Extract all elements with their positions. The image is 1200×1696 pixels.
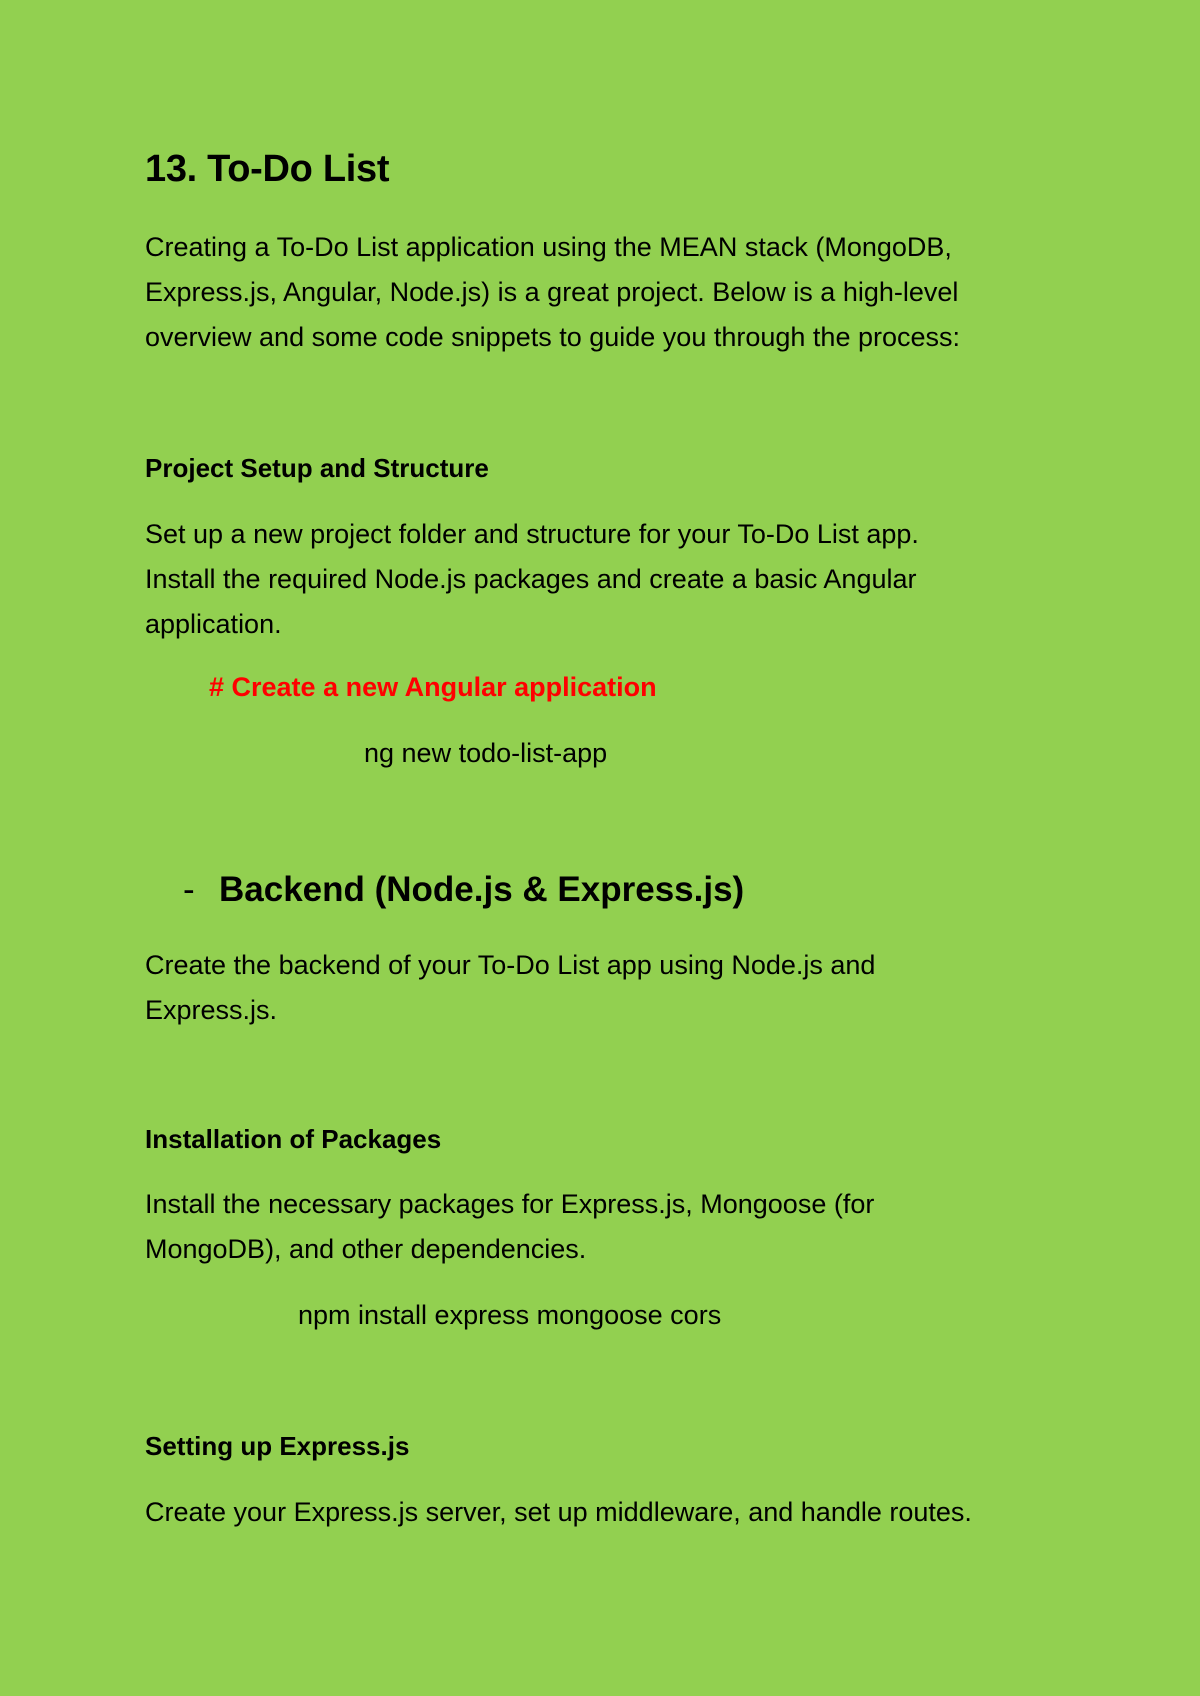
intro-line: overview and some code snippets to guide you through the process: [145, 322, 960, 352]
code-comment: # Create a new Angular application [209, 672, 657, 702]
setup-paragraph [145, 512, 1085, 647]
express-heading: Setting up Express.js [145, 1431, 410, 1461]
express-paragraph [145, 1490, 1085, 1535]
intro-paragraph [145, 225, 1085, 360]
bullet-dash: - [183, 870, 195, 909]
page-title: 13. To-Do List [145, 148, 390, 190]
express-line: Create your Express.js server, set up middleware, and handle routes. [145, 1497, 972, 1527]
setup-line: application. [145, 609, 282, 639]
backend-line: Create the backend of your To-Do List app using Node.js and [145, 950, 876, 980]
setup-line: Install the required Node.js packages and create a basic Angular [145, 564, 917, 594]
backend-line: Express.js. [145, 995, 278, 1025]
packages-paragraph [145, 1182, 1085, 1272]
intro-line: Creating a To-Do List application using the MEAN stack (MongoDB, [145, 232, 952, 262]
setup-line: Set up a new project folder and structure for your To-Do List app. [145, 519, 919, 549]
backend-heading [183, 870, 744, 910]
setup-heading: Project Setup and Structure [145, 453, 489, 483]
code-command-ng-new: ng new todo-list-app [364, 738, 608, 768]
packages-line: MongoDB), and other dependencies. [145, 1234, 587, 1264]
code-command-npm-install: npm install express mongoose cors [298, 1300, 722, 1330]
packages-heading: Installation of Packages [145, 1124, 442, 1154]
backend-paragraph [145, 943, 1085, 1033]
packages-line: Install the necessary packages for Express.js, Mongoose (for [145, 1189, 875, 1219]
backend-heading-text: Backend (Node.js & Express.js) [219, 870, 745, 909]
intro-line: Express.js, Angular, Node.js) is a great project. Below is a high-level [145, 277, 959, 307]
